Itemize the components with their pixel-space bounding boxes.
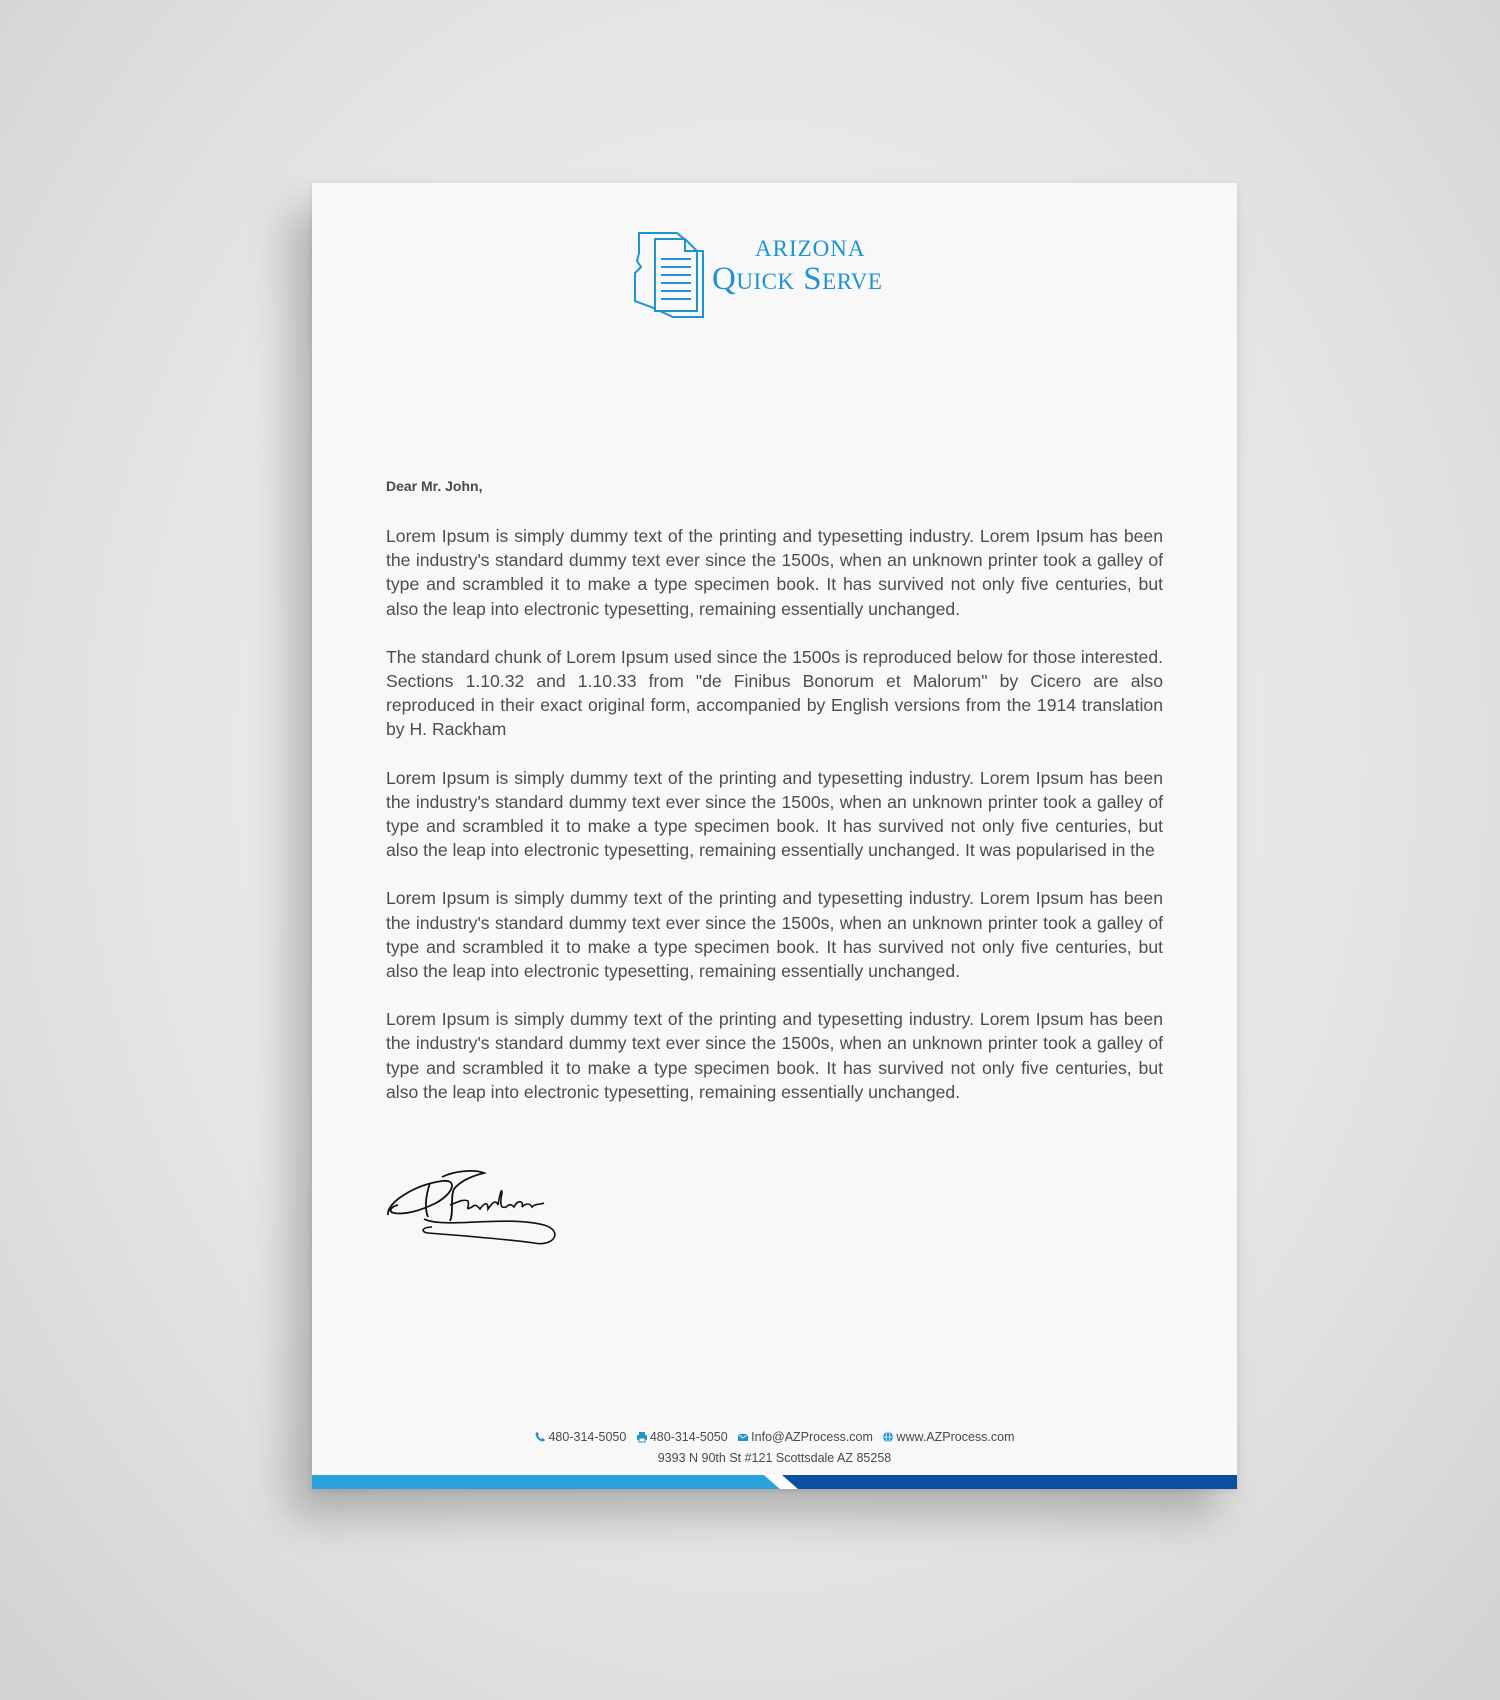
letterhead-sheet	[312, 183, 1237, 1489]
paragraph: The standard chunk of Lorem Ipsum used since the 1500s is reproduced below for those interested. Sections 1.10.32 and 1.10.33 from "de Finibus Bonorum et Malorum" by Cicero are also reproduced in their exact original form, accompanied by English versions from the 1914 translation by H. Rackham	[386, 646, 1163, 740]
salutation: Dear Mr. John,	[386, 478, 483, 494]
website-url: www.AZProcess.com	[896, 1429, 1015, 1444]
footer-accent-bar	[312, 1475, 1237, 1489]
footer-contacts	[312, 1429, 1237, 1444]
paragraph: Lorem Ipsum is simply dummy text of the printing and typesetting industry. Lorem Ipsum has been the industry's standard dummy text ever since the 1500s, when an unknown printer took a galley of type and scrambled it to make a type specimen book. It has survived not only five centuries, but also the leap into electronic typesetting, remaining essentially unchanged. It was popularised in the	[386, 767, 1163, 861]
footer-website[interactable]	[882, 1430, 1014, 1444]
document-map-icon	[633, 231, 705, 319]
paragraph: Lorem Ipsum is simply dummy text of the printing and typesetting industry. Lorem Ipsum has been the industry's standard dummy text ever since the 1500s, when an unknown printer took a galley of type and scrambled it to make a type specimen book. It has survived not only five centuries, but also the leap into electronic typesetting, remaining essentially unchanged.	[386, 1009, 1163, 1102]
signature	[384, 1163, 564, 1248]
globe-icon	[882, 1431, 894, 1443]
fax-icon	[636, 1431, 648, 1443]
company-logo	[633, 231, 933, 311]
footer-phone[interactable]	[534, 1430, 626, 1444]
phone-number: 480-314-5050	[548, 1429, 627, 1444]
brand-name-line1: ARIZONA	[755, 236, 866, 261]
phone-icon	[534, 1431, 546, 1443]
letter-body	[386, 524, 1163, 1128]
paragraph: Lorem Ipsum is simply dummy text of the printing and typesetting industry. Lorem Ipsum has been the industry's standard dummy text ever since the 1500s, when an unknown printer took a galley of type and scrambled it to make a type specimen book. It has survived not only five centuries, but also the leap into electronic typesetting, remaining essentially unchanged.	[386, 526, 1163, 619]
brand-name-line2: Quick Serve	[712, 261, 883, 297]
email-address: Info@AZProcess.com	[751, 1429, 873, 1444]
paragraph: Lorem Ipsum is simply dummy text of the printing and typesetting industry. Lorem Ipsum has been the industry's standard dummy text ever since the 1500s, when an unknown printer took a galley of type and scrambled it to make a type specimen book. It has survived not only five centuries, but also the leap into electronic typesetting, remaining essentially unchanged.	[386, 888, 1163, 982]
fax-number: 480-314-5050	[649, 1429, 728, 1444]
footer-address: 9393 N 90th St #121 Scottsdale AZ 85258	[657, 1451, 892, 1465]
footer-fax[interactable]	[636, 1430, 728, 1444]
footer-email[interactable]	[737, 1430, 873, 1444]
email-icon	[737, 1431, 749, 1443]
